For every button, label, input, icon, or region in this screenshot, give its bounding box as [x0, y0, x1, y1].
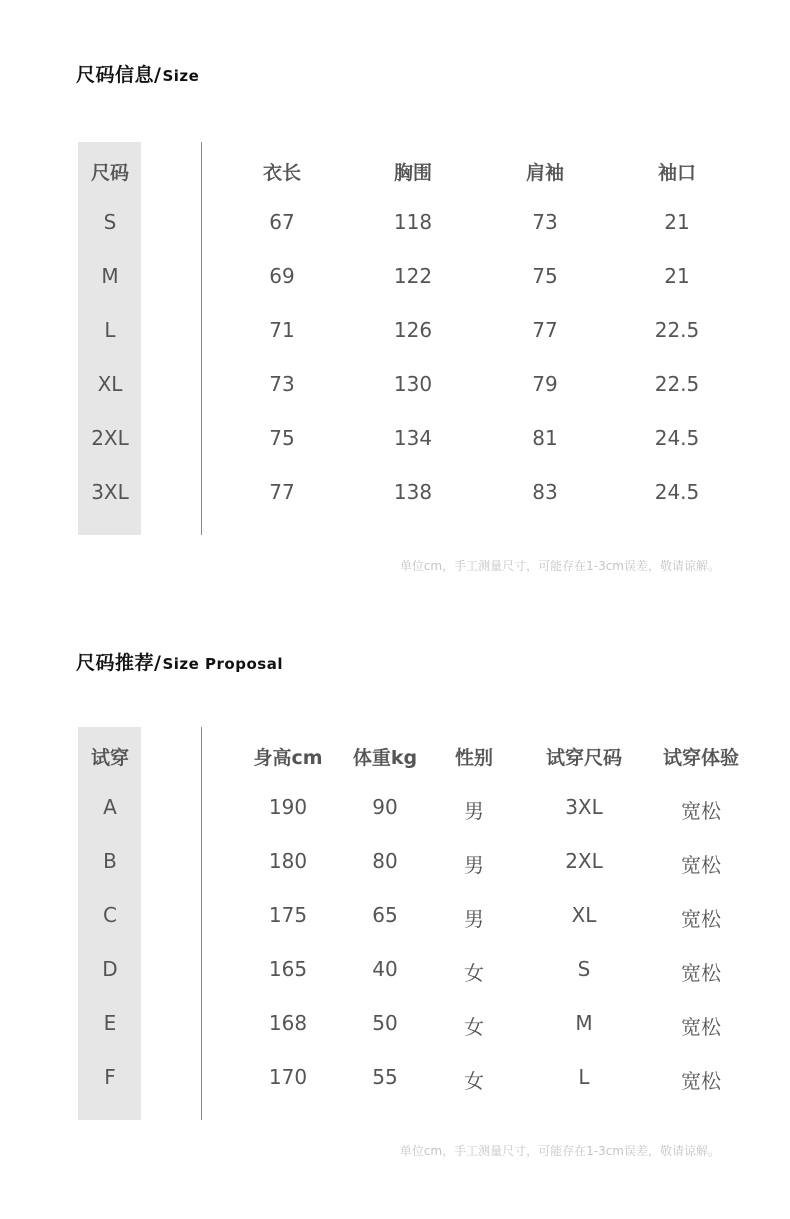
size_proposal-cell-r4-c3: 女: [464, 1015, 484, 1039]
proposal-table-divider: [201, 727, 202, 1120]
size_proposal-cell-r5-c1: 170: [268, 1065, 308, 1089]
size_info-cell-r0-c3: 73: [532, 210, 558, 234]
size_info-cell-r2-c1: 71: [269, 318, 295, 342]
size_info-cell-r2-c2: 126: [393, 318, 433, 342]
size_proposal-cell-r1-c3: 男: [464, 853, 484, 877]
size_proposal-cell-r4-c4: M: [575, 1011, 593, 1035]
size_proposal-cell-r5-c0: F: [104, 1065, 116, 1089]
size_proposal-cell-r5-c4: L: [578, 1065, 590, 1089]
size-info-title-cn: 尺码信息/: [76, 64, 162, 86]
size_proposal-header-4: 试穿尺码: [545, 747, 622, 769]
size_proposal-cell-r4-c1: 168: [268, 1011, 308, 1035]
size_proposal-cell-r1-c5: 宽松: [681, 853, 721, 877]
size-info-title-en: Size: [162, 67, 200, 85]
size_info-cell-r3-c2: 130: [393, 372, 433, 396]
size_info-cell-r3-c0: XL: [97, 372, 123, 396]
size-proposal-title-en: Size Proposal: [162, 655, 283, 673]
size_info-cell-r5-c2: 138: [393, 480, 433, 504]
size_info-cell-r1-c1: 69: [269, 264, 295, 288]
size_proposal-cell-r3-c4: S: [577, 957, 591, 981]
size_proposal-cell-r3-c5: 宽松: [681, 961, 721, 985]
size_info-cell-r0-c4: 21: [664, 210, 690, 234]
size_proposal-cell-r3-c2: 40: [372, 957, 398, 981]
size_info-cell-r2-c0: L: [104, 318, 116, 342]
size_info-cell-r5-c4: 24.5: [654, 480, 700, 504]
size_info-header-4: 袖口: [657, 162, 696, 184]
size_proposal-cell-r2-c0: C: [103, 903, 117, 927]
size_info-cell-r1-c3: 75: [532, 264, 558, 288]
size_proposal-cell-r5-c3: 女: [464, 1069, 484, 1093]
size_proposal-cell-r0-c4: 3XL: [565, 795, 603, 819]
size_info-cell-r5-c0: 3XL: [91, 480, 129, 504]
size-info-title: [76, 60, 199, 87]
size_info-cell-r1-c2: 122: [393, 264, 433, 288]
size_info-header-1: 衣长: [262, 162, 301, 184]
size_proposal-cell-r2-c5: 宽松: [681, 907, 721, 931]
size_proposal-cell-r2-c3: 男: [464, 907, 484, 931]
size_proposal-cell-r5-c2: 55: [372, 1065, 398, 1089]
size_info-cell-r4-c2: 134: [393, 426, 433, 450]
size_info-cell-r4-c0: 2XL: [91, 426, 129, 450]
size_proposal-cell-r1-c1: 180: [268, 849, 308, 873]
size_proposal-cell-r0-c2: 90: [372, 795, 398, 819]
size_proposal-cell-r0-c0: A: [103, 795, 117, 819]
size_info-cell-r3-c3: 79: [532, 372, 558, 396]
size_proposal-cell-r4-c2: 50: [372, 1011, 398, 1035]
size_proposal-cell-r3-c0: D: [102, 957, 118, 981]
size_info-cell-r2-c3: 77: [532, 318, 558, 342]
size_proposal-header-5: 试穿体验: [662, 747, 739, 769]
size_info-cell-r4-c1: 75: [269, 426, 295, 450]
size-proposal-title-cn: 尺码推荐/: [76, 652, 162, 674]
size_info-cell-r3-c1: 73: [269, 372, 295, 396]
size_proposal-cell-r0-c3: 男: [464, 799, 484, 823]
size_proposal-cell-r0-c1: 190: [268, 795, 308, 819]
size_proposal-cell-r4-c5: 宽松: [681, 1015, 721, 1039]
size_proposal-cell-r4-c0: E: [103, 1011, 117, 1035]
size_info-cell-r4-c4: 24.5: [654, 426, 700, 450]
size-proposal-note: 单位cm，手工测量尺寸，可能存在1-3cm误差，敬请谅解。: [399, 1144, 720, 1158]
size_proposal-cell-r2-c4: XL: [571, 903, 597, 927]
size_info-header-0: 尺码: [90, 162, 129, 184]
size-table-divider: [201, 142, 202, 535]
size_proposal-cell-r3-c1: 165: [268, 957, 308, 981]
size_proposal-cell-r1-c2: 80: [372, 849, 398, 873]
size_proposal-cell-r5-c5: 宽松: [681, 1069, 721, 1093]
size_proposal-header-0: 试穿: [90, 747, 129, 769]
size_proposal-cell-r1-c4: 2XL: [565, 849, 603, 873]
size_proposal-cell-r3-c3: 女: [464, 961, 484, 985]
size_info-cell-r0-c1: 67: [269, 210, 295, 234]
size_info-cell-r0-c0: S: [103, 210, 117, 234]
size_proposal-header-2: 体重kg: [352, 747, 418, 769]
size_info-cell-r5-c3: 83: [532, 480, 558, 504]
size_info-header-3: 肩袖: [525, 162, 564, 184]
size_proposal-header-1: 身高cm: [253, 747, 323, 769]
size_info-cell-r1-c4: 21: [664, 264, 690, 288]
size_info-cell-r3-c4: 22.5: [654, 372, 700, 396]
size_proposal-cell-r2-c1: 175: [268, 903, 308, 927]
size_proposal-cell-r2-c2: 65: [372, 903, 398, 927]
size_info-cell-r2-c4: 22.5: [654, 318, 700, 342]
size_info-header-2: 胸围: [393, 162, 432, 184]
size-proposal-title: [76, 648, 283, 675]
size-info-note: 单位cm，手工测量尺寸，可能存在1-3cm误差，敬请谅解。: [399, 559, 720, 573]
size_proposal-cell-r1-c0: B: [103, 849, 117, 873]
size_info-cell-r0-c2: 118: [393, 210, 433, 234]
size_info-cell-r5-c1: 77: [269, 480, 295, 504]
size_proposal-cell-r0-c5: 宽松: [681, 799, 721, 823]
size_proposal-header-3: 性别: [454, 747, 493, 769]
size_info-cell-r1-c0: M: [101, 264, 119, 288]
size_info-cell-r4-c3: 81: [532, 426, 558, 450]
